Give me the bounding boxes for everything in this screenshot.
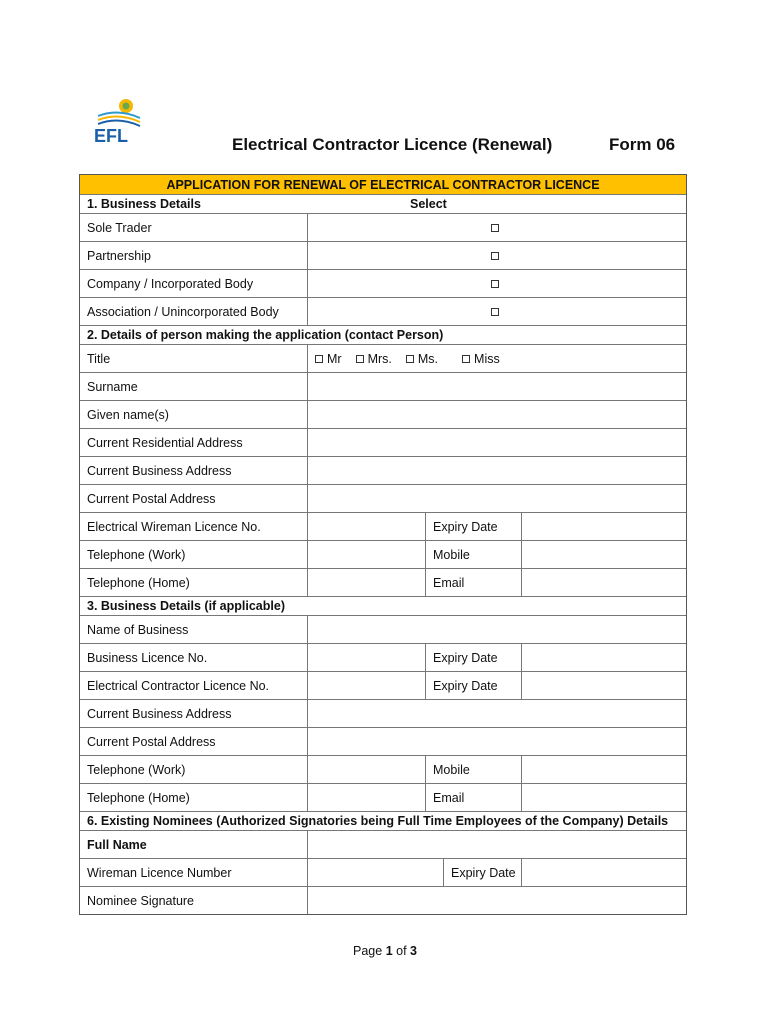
form-row: [80, 727, 686, 755]
label: Current Business Address: [87, 706, 232, 721]
label: Title: [87, 351, 111, 366]
form-banner: APPLICATION FOR RENEWAL OF ELECTRICAL CONTRACTOR LICENCE: [80, 175, 686, 194]
application-form: [79, 174, 687, 915]
label: Name of Business: [87, 622, 189, 637]
given-names-field[interactable]: [307, 401, 686, 428]
label: Expiry Date: [425, 644, 521, 671]
label: Current Postal Address: [87, 734, 216, 749]
label: Telephone (Home): [87, 790, 190, 805]
form-row: [80, 858, 686, 886]
form-row: [80, 830, 686, 858]
label: Telephone (Home): [87, 575, 190, 590]
label: Expiry Date: [443, 859, 521, 886]
label: Company / Incorporated Body: [87, 276, 254, 291]
section-heading: 3. Business Details (if applicable): [87, 599, 285, 613]
form-row: [80, 512, 686, 540]
label: Full Name: [87, 837, 147, 852]
nominee-expiry-field[interactable]: [521, 859, 686, 886]
label: Business Licence No.: [87, 650, 208, 665]
residential-address-field[interactable]: [307, 429, 686, 456]
page-number: Page 1 of 3: [353, 944, 417, 958]
nominee-signature-field[interactable]: [307, 887, 686, 914]
title-miss-checkbox[interactable]: Miss: [462, 352, 500, 366]
form-row: [80, 783, 686, 811]
label: Current Residential Address: [87, 435, 243, 450]
company-telephone-work-field[interactable]: [307, 756, 425, 783]
nominee-licence-field[interactable]: [307, 859, 443, 886]
title-ms-checkbox[interactable]: Ms.: [406, 352, 438, 366]
surname-field[interactable]: [307, 373, 686, 400]
partnership-checkbox[interactable]: [307, 242, 686, 269]
postal-address-field[interactable]: [307, 485, 686, 512]
label: Current Business Address: [87, 463, 232, 478]
title-row: [80, 344, 686, 372]
form-row: [80, 755, 686, 783]
label: Partnership: [87, 248, 151, 263]
wireman-licence-field[interactable]: [307, 513, 425, 540]
telephone-home-field[interactable]: [307, 569, 425, 596]
label: Nominee Signature: [87, 893, 195, 908]
section-1-header: [80, 194, 686, 213]
telephone-work-field[interactable]: [307, 541, 425, 568]
business-type-row: [80, 213, 686, 241]
efl-logo: [90, 96, 146, 148]
title-options: [307, 345, 686, 372]
svg-text:EFL: EFL: [94, 126, 128, 146]
label: Email: [425, 569, 521, 596]
label: Expiry Date: [425, 672, 521, 699]
label: Sole Trader: [87, 220, 152, 235]
contractor-licence-field[interactable]: [307, 672, 425, 699]
label: Association / Unincorporated Body: [87, 304, 279, 319]
section-2-header: [80, 325, 686, 344]
company-mobile-field[interactable]: [521, 756, 686, 783]
document-title: Electrical Contractor Licence (Renewal): [232, 135, 553, 154]
business-type-row: [80, 269, 686, 297]
label: Given name(s): [87, 407, 169, 422]
nominee-full-name-field[interactable]: [307, 831, 686, 858]
section-3-header: [80, 596, 686, 615]
section-heading: 2. Details of person making the application (contact Person): [87, 328, 444, 342]
label: Electrical Wireman Licence No.: [87, 519, 261, 534]
select-heading: Select: [410, 197, 447, 211]
section-6-header: [80, 811, 686, 830]
business-licence-field[interactable]: [307, 644, 425, 671]
title-mrs-checkbox[interactable]: Mrs.: [356, 352, 392, 366]
form-row: [80, 568, 686, 596]
company-checkbox[interactable]: [307, 270, 686, 297]
form-row: [80, 643, 686, 671]
form-row: [80, 615, 686, 643]
sole-trader-checkbox[interactable]: [307, 214, 686, 241]
label: Mobile: [425, 541, 521, 568]
form-row: [80, 484, 686, 512]
form-row: [80, 671, 686, 699]
label: Mobile: [425, 756, 521, 783]
form-row: [80, 400, 686, 428]
section-heading: 6. Existing Nominees (Authorized Signatories being Full Time Employees of the Company) Details: [87, 814, 669, 828]
business-name-field[interactable]: [307, 616, 686, 643]
form-row: [80, 886, 686, 914]
form-row: [80, 699, 686, 727]
label: Expiry Date: [425, 513, 521, 540]
association-checkbox[interactable]: [307, 298, 686, 325]
business-licence-expiry-field[interactable]: [521, 644, 686, 671]
section-heading: 1. Business Details: [87, 197, 201, 211]
company-business-address-field[interactable]: [307, 700, 686, 727]
company-postal-address-field[interactable]: [307, 728, 686, 755]
business-address-field[interactable]: [307, 457, 686, 484]
mobile-field[interactable]: [521, 541, 686, 568]
form-row: [80, 540, 686, 568]
label: Current Postal Address: [87, 491, 216, 506]
email-field[interactable]: [521, 569, 686, 596]
label: Telephone (Work): [87, 547, 186, 562]
label: Wireman Licence Number: [87, 865, 232, 880]
wireman-expiry-field[interactable]: [521, 513, 686, 540]
banner-row: [80, 175, 686, 194]
title-mr-checkbox[interactable]: Mr: [315, 352, 342, 366]
label: Email: [425, 784, 521, 811]
business-type-row: [80, 241, 686, 269]
label: Surname: [87, 379, 138, 394]
business-type-row: [80, 297, 686, 325]
form-row: [80, 372, 686, 400]
form-number: Form 06: [609, 135, 676, 154]
company-telephone-home-field[interactable]: [307, 784, 425, 811]
label: Telephone (Work): [87, 762, 186, 777]
form-row: [80, 428, 686, 456]
label: Electrical Contractor Licence No.: [87, 678, 270, 693]
form-row: [80, 456, 686, 484]
contractor-licence-expiry-field[interactable]: [521, 672, 686, 699]
company-email-field[interactable]: [521, 784, 686, 811]
